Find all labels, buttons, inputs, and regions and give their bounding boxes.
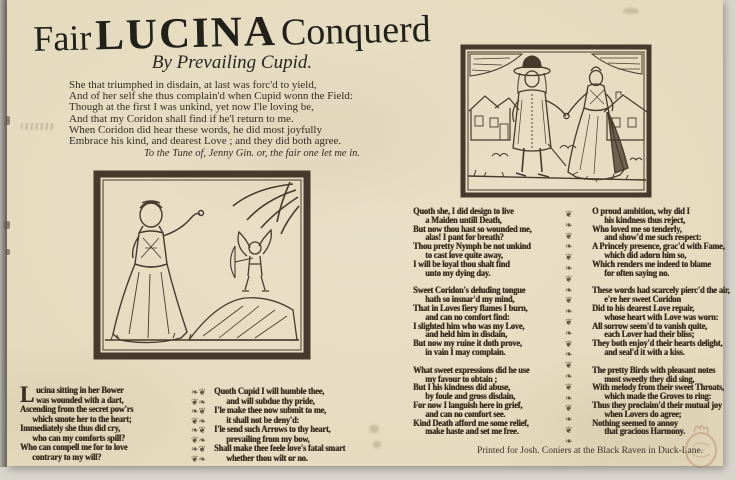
ornament-column-left [191,388,206,464]
verse-line: Shall make thee feele love's fatal smart [214,443,346,453]
verse-line: ❦ [565,273,573,284]
cloud-left [470,54,522,76]
verse-line: For now I languish here in grief, [413,399,523,410]
ground [105,333,299,340]
verse-line: ❦ [565,338,573,349]
verse-line: who can my comforts spill? [32,432,125,443]
verse-line: and show'd me such respect: [604,232,702,243]
verse-line: ❦ [565,424,573,435]
verse-line: ❦ [565,295,573,306]
palm-tree [233,182,299,234]
verse-line: With melody from their sweet Throats, [592,382,724,393]
verse-line: and can no comfort see. [425,408,506,419]
verse-line: prevailing from my bow, [226,433,310,444]
broadside-paper [7,0,730,466]
verse-line: each Lover had their bliss; [604,329,695,340]
verse-line: That in Loves fiery flames I burn, [413,302,528,313]
verse-line: and can no comfort find: [425,311,510,322]
drop-cap: L [20,382,35,407]
stanza [592,286,732,356]
stanza-cupid-humble [214,387,378,463]
verse-line: was wounded with a dart, [35,394,124,405]
verse-line: ❦ [565,230,573,241]
verse-line: Quoth Cupid I will humble thee, [214,386,325,396]
verse-line: alas! I pant for breath? [425,232,504,243]
scan-left-edge [0,0,7,467]
verse-line: Nothing seemed to annoy [592,417,678,428]
margin-mark [4,221,10,229]
verse-line: I will be loyal thou shalt find [413,258,510,269]
verse-line: Though at the first I was unkind, yet now I'le loving be, [69,101,314,114]
verse-line: And of her self she thus complain'd when Cupid wonn the Field: [69,90,353,103]
verse-line: ❧❦ [191,406,207,416]
margin-mark [5,249,10,255]
verse-line: and held him in disdain, [425,329,507,340]
stanza [413,366,560,436]
woodcut-coridon-and-lucina [460,44,652,198]
verse-line: unto my dying day. [425,267,491,278]
verse-line: Thus they proclaim'd their mutual joy [592,399,722,410]
verse-line: She that triumphed in disdain, at last was forc'd to yield, [69,79,317,91]
verse-line: ❦ [565,252,573,263]
lucina-right-figure [564,67,628,182]
verse-line: which smote her to the heart; [32,413,132,424]
verse-line: They both enjoy'd their hearts delight, [592,338,723,349]
verse-line: whose heart with Love was worn: [604,311,719,322]
verse-line: Who loved me so tenderly, [592,223,682,234]
verse-line: ❦❧ [191,434,207,445]
verse-line: Quoth she, I did design to live [413,206,514,216]
verse-line: ❧ [565,327,573,338]
cupid-figure [231,230,272,291]
verse-line: which made the Groves to ring: [604,391,712,402]
verse-line: ❧❦ [191,444,207,454]
verse-line: ❧ [565,370,573,381]
verse-line: by foule and gross disdain, [425,391,516,402]
verse-line: Sweet Coridon's deluding tongue [413,285,526,296]
verse-line: ❧ [565,392,573,403]
verse-line: his kindness thus reject, [604,214,685,225]
verse-line: Thou pretty Nymph be not unkind [413,241,531,252]
verse-line: ❦ [565,209,573,219]
margin-mark [5,116,10,125]
verse-line: ❦❧ [191,453,207,464]
tune-line: To the Tune of, Jenny Gin. or, the fair one let me in. [143,148,360,159]
verse-line: ❧❦ [191,425,207,435]
verse-column-middle [413,207,560,445]
verse-line: contrary to my will? [32,451,102,462]
stanza [592,207,732,277]
verse-line: ❧ [565,435,573,446]
title-word: Conquerd [280,8,432,54]
verse-line: ❧ [565,306,573,317]
verse-line: Ascending from the secret pow'rs [20,404,134,414]
verse-line: a Maiden untill Death, [425,214,502,225]
verse-line: ❦❧ [191,415,207,426]
verse-line: But now thou hast so wounded me, [413,223,532,234]
pencil-mark [21,123,55,130]
woodcut-lucina-and-cupid [93,170,311,360]
verse-line: I'le send such Arrows to thy heart, [214,424,331,434]
verse-line: All sorrow seem'd to vanish quite, [592,320,707,331]
verse-line: A Princely presence, grac'd with Fame, [592,241,725,252]
crowned-circular-stamp-icon [679,418,723,472]
verse-line: most sweetly they did sing, [604,373,695,384]
verse-line: my favour to obtain ; [425,373,497,384]
verse-line: whether thou wilt or no. [226,452,308,463]
verse-line: I'le make thee now submit to me, [214,405,326,415]
verse-line: ❧ [565,241,573,252]
lucina-figure [113,201,204,343]
mound [189,298,297,340]
verse-line: But I his kindness did abuse, [413,382,510,393]
verse-line: ❧ [565,219,573,230]
verse-line: that gracious Harmony. [604,426,685,437]
verse-line: hath so insnar'd my mind, [425,294,515,305]
verse-line: ❦ [565,360,573,371]
verse-line: for often saying no. [604,267,670,278]
stanza [413,207,560,277]
imprint-line: Printed for Josh. Coniers at the Black Raven in Duck-Lane. [477,446,704,456]
title-word: LUCINA [94,7,278,60]
verse-line: What sweet expressions did he use [413,364,530,375]
verse-line: ❧❦ [191,387,207,397]
verse-line: to cast love quite away, [425,249,503,260]
verse-line: and seal'd it with a kiss. [604,346,685,357]
ink-smudge [623,8,639,14]
verse-line: ❧ [565,262,573,273]
verse-line: it shall not be deny'd: [226,414,300,425]
verse-line: These words had scarcely pierc'd the air, [592,285,730,296]
title-word: Fair [32,17,92,59]
verse-line: I slighted him who was my Love, [413,320,525,331]
verse-line: ❦❧ [191,396,207,407]
verse-line: which did adorn him so, [604,249,687,260]
verse-line: Did to his dearest Love repair, [592,302,694,313]
verse-line: Who can compell me for to love [20,442,128,452]
ballad-subtitle: By Prevailing Cupid. [151,52,313,73]
intro-verse [69,80,439,147]
verse-line: when Lovers do agree; [604,408,682,419]
ornament-column-right [565,209,573,447]
verse-line: ❦ [565,381,573,392]
verse-line: Embrace his kind, and dearest Love ; and they did both agree. [69,135,342,148]
verse-line: ❦ [565,316,573,327]
stanza [413,286,560,356]
verse-line: O proud ambition, why did I [592,206,690,216]
verse-line: ❦ [565,403,573,414]
verse-line: Which renders me indeed to blame [592,258,711,269]
verse-line: ❧ [565,284,573,295]
verse-line: make haste and set me free. [425,426,519,437]
verse-line: But now my ruine it doth prove, [413,338,522,349]
verse-line: Immediately she thus did cry, [20,423,120,433]
verse-column-right [592,207,732,445]
verse-line: and will subdue thy pride, [226,395,315,406]
coridon-figure [513,56,566,177]
verse-line: The pretty Birds with pleasant notes [592,364,716,375]
verse-line: When Coridon did hear these words, he did most joyfully [69,123,322,136]
verse-line: ❧ [565,349,573,360]
verse-line: e're her sweet Coridon [604,294,681,305]
verse-line: in vain I may complain. [425,346,506,357]
stanza-lucina-bower [20,382,184,462]
verse-line: Kind Death afford me some relief, [413,417,529,428]
woodcut-frame [97,174,307,356]
verse-line: ucina sitting in her Bower [35,385,124,395]
verse-line: And that my Coridon shall find if he'l return to me. [69,112,294,125]
house-left [469,96,519,140]
verse-line: ❧ [565,414,573,425]
